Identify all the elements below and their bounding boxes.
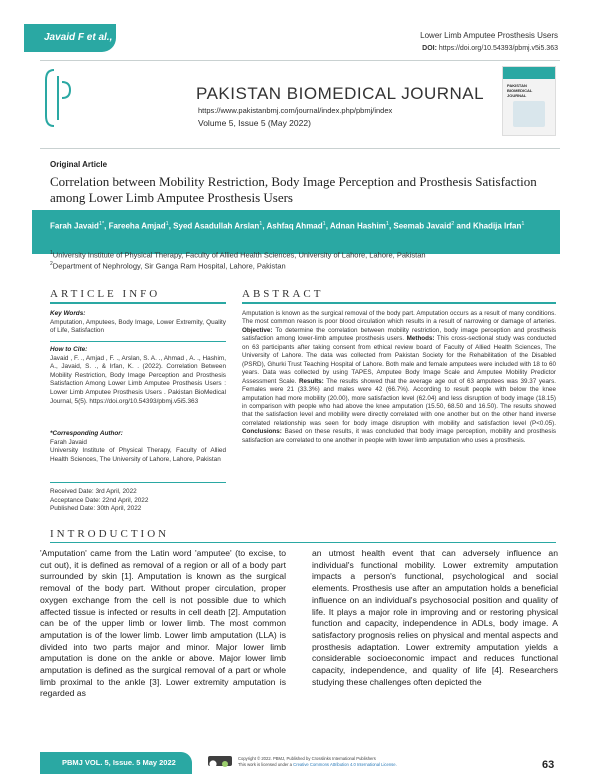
footer-tab [40,752,192,774]
author-separator: , [262,221,267,231]
introduction-col-1: 'Amputation' came from the Latin word 'amputee' (to excise, to cut out), it is defined as removal of a region or all of a body part surrounded by skin [1]. Amputation is known as the surgical removal of the body part. Without proper circulation, proper oxygen exchange from the cell is not possible due to which affected tissue is infected or results in cell death [2]. Amputation can be of the upper limb or lower limb. The most common amputation is of the lower limb. Lower limb amputation (LLA) is divided into two parts major and minor. Major lower limb amputation is done on the ankle or above. Major lower limb amputation is defined as the surgical removal of a part or whole limb proximal to the ankle [3]. Lower extremity amputation is regarded as [40,548,286,699]
copyright-notice [238,756,468,767]
published-date: Published Date: 30th April, 2022 [50,505,142,513]
author-separator: , [388,221,394,231]
introduction-rule [50,542,556,543]
cover-image [513,101,545,127]
author-affiliation-mark: 1 [521,221,525,227]
abstract-text [242,310,556,445]
author-tab [24,24,116,52]
author-separator: , [104,221,109,231]
author-separator: , [325,221,330,231]
results-text: The results showed that the average age out of 63 amputees was 39.37 years. Females were 21 (33.3%) and males were 42 (66.7%). According to result people with below the knee amputation had more mobility (20.00), more satisfaction level (62.04) and less disruption of body image (18.15) in comparison with people who had above the knee amputation (15.50, 68.50 and 16.50). The results showed that the satisfaction level and mobility were directly correlated with one another but on the other hand inverse correlated relationship was seen for body image disruption with mobility and satisfaction level (P<0.05). [242,377,557,427]
cc-glyph-icon [208,759,232,769]
article-info-heading: ARTICLE INFO [50,288,161,300]
author-separator: and [454,221,473,231]
cover-band [503,67,555,79]
cite-block [50,346,226,406]
accepted-date: Acceptance Date: 22nd April, 2022 [50,496,149,504]
abstract-rule [242,302,556,304]
footer-tab-label: PBMJ VOL. 5, Issue. 5 May 2022 [62,758,176,767]
author-affiliation-mark: 1 [385,221,389,227]
author-name: Syed Asadullah Arslan [173,221,260,231]
abstract-intro: Amputation is known as the surgical removal of the body part. Amputation occurs as a result of many conditions. The most common reason is poor blood circulation which results in a result of narrowing or damage of arteries. [242,310,556,326]
journal-logo-icon [44,68,72,128]
author-affiliation-mark: 1 [259,221,263,227]
keywords-block [50,310,226,336]
affiliation-text: University Institute of Physical Therapy, Faculty of Allied Health Sciences, University of Lahore, Lahore, Pakistan [52,250,426,260]
author-separator: , [168,221,174,231]
author-name: Ashfaq Ahmad [266,221,323,231]
masthead-divider [40,148,560,149]
page-number: 63 [542,759,555,771]
methods-text: This cross-sectional study was conducted on 63 participants after taking consent from ethical review board of Faculty of Allied Health Sciences, The University of Lahore. The data was collected from Pakistan Society for the Rehabilitation of the Disabled (PSRD), Ghurki Trust Teaching Hospital of Lahore. Both male and female amputees were included with 18 to 60 years. Data was collected by using TAPES, Amputee Body Image Scale and Amputee Mobility Predictor Assessment Scale. [242,335,556,385]
journal-volume: Volume 5, Issue 5 (May 2022) [198,118,311,128]
doi-line [422,45,558,52]
methods-label: Methods: [406,335,435,343]
affiliation-2 [50,261,550,271]
author-list [50,218,550,233]
cover-label: PAKISTAN BIOMEDICAL JOURNAL [507,83,533,98]
dates-block [50,488,226,514]
introduction-col-2: an utmost health event that can adversely influence an individual's functional mobility. Lower extremity amputation impacts a person's functional, psychological and social elements. Prosthesis use after an amputation holds a beneficial influence on an individual's psychosocial position and quality of life. It plays a major role in improving and or restoring physical function and capacity, independence in ADLs, body image. A satisfactory prognosis relies on physical and mental aspects and prosthesis adaptation. Lower extremity amputation yields a considerable socioeconomic impact and reduces functional capacity, independence, and quality of life [4]. Researchers studying these challenges often depicted the [312,548,558,687]
conclusions-text: Based on these results, it was concluded that body image perception, mobility and prosthesis satisfaction are correlated to one another in people with lower limb amputation who uses a prosthesis. [242,428,556,444]
conclusions-label: Conclusions: [242,428,282,436]
introduction-heading: INTRODUCTION [50,528,170,540]
affiliation-num: 2 [50,261,53,267]
author-affiliation-mark: 1 [165,221,169,227]
results-label: Results: [298,377,324,385]
header-divider [40,60,560,61]
article-type: Original Article [50,160,108,169]
author-name: Farah Javaid [50,221,99,231]
journal-cover-thumbnail [502,66,556,136]
author-affiliation-mark: 1 [322,221,326,227]
affiliation-num: 1 [50,250,53,256]
keywords-label: Key Words: [50,310,86,317]
journal-name: PAKISTAN BIOMEDICAL JOURNAL [196,84,485,103]
corr-label: *Corresponding Author: [50,430,123,437]
keywords-rule [50,341,226,342]
cite-label: How to Cite: [50,346,88,353]
author-name: Seemab Javaid [393,221,452,231]
license-link[interactable]: Creative Commons Attribution 4.0 International License. [293,761,397,767]
copyright-line-2 [238,762,468,768]
received-date: Received Date: 3rd April, 2022 [50,488,137,495]
running-title: Lower Limb Amputee Prosthesis Users [420,31,558,40]
author-name: Fareeha Amjad [108,221,166,231]
article-title: Correlation between Mobility Restriction, Body Image Perception and Prosthesis Satisfaction among Lower Limb Amputee Prosthesis Users [50,174,537,205]
author-affiliation-mark: 2 [451,221,455,227]
author-affiliation-mark: 1* [98,221,105,227]
author-name: Khadija Irfan [472,221,522,231]
copyright-line-1: Copyright © 2022. PBMJ, Published by Crosslinks International Publishers [238,756,376,761]
author-tab-label: Javaid F et al., [44,32,113,43]
cite-text: Javaid , F. ., Amjad , F. ., Arslan, S. A. ., Ahmad , A. ., Hashim, A., Javaid, S. ., & Irfan, K. . (2022). Correlation Between Mobility Restriction, Body Image Perception and Prosthesis Satisfaction Among Lower Limb Amputee Prosthesis Users : Lower Limb Amputee Prosthesis Users . Pakistan BioMedical Journal, 5(5). https://doi.org/10.54393/pbmj.v5i5.363 [50,354,226,405]
objective-label: Objective: [242,326,273,334]
correspondence-block [50,430,226,464]
corr-name: Farah Javaid [50,438,87,446]
dates-rule [50,482,226,483]
doi-link[interactable]: https://doi.org/10.54393/pbmj.v5i5.363 [438,45,558,52]
cc-license-icon[interactable] [208,756,232,766]
abstract-heading: ABSTRACT [242,288,324,300]
article-info-rule [50,302,226,304]
affiliation-1 [50,250,550,260]
objective-text: To determine the correlation between mobility restriction, body image perception and prosthesis satisfaction among lower-limb amputee prosthesis users. [242,326,556,343]
license-prefix: This work is licensed under a [238,761,294,767]
corr-address: University Institute of Physical Therapy, Faculty of Allied Health Sciences, The University of Lahore, Lahore, Pakistan [50,447,226,463]
affiliation-text: Department of Nephrology, Sir Ganga Ram Hospital, Lahore, Pakistan [52,261,286,271]
journal-url[interactable]: https://www.pakistanbmj.com/journal/index.php/pbmj/index [198,106,393,115]
author-name: Adnan Hashim [329,221,386,231]
doi-label: DOI: [422,45,437,52]
keywords-text: Amputation, Amputees, Body Image, Lower Extremity, Quality of Life, Satisfaction [50,318,226,335]
